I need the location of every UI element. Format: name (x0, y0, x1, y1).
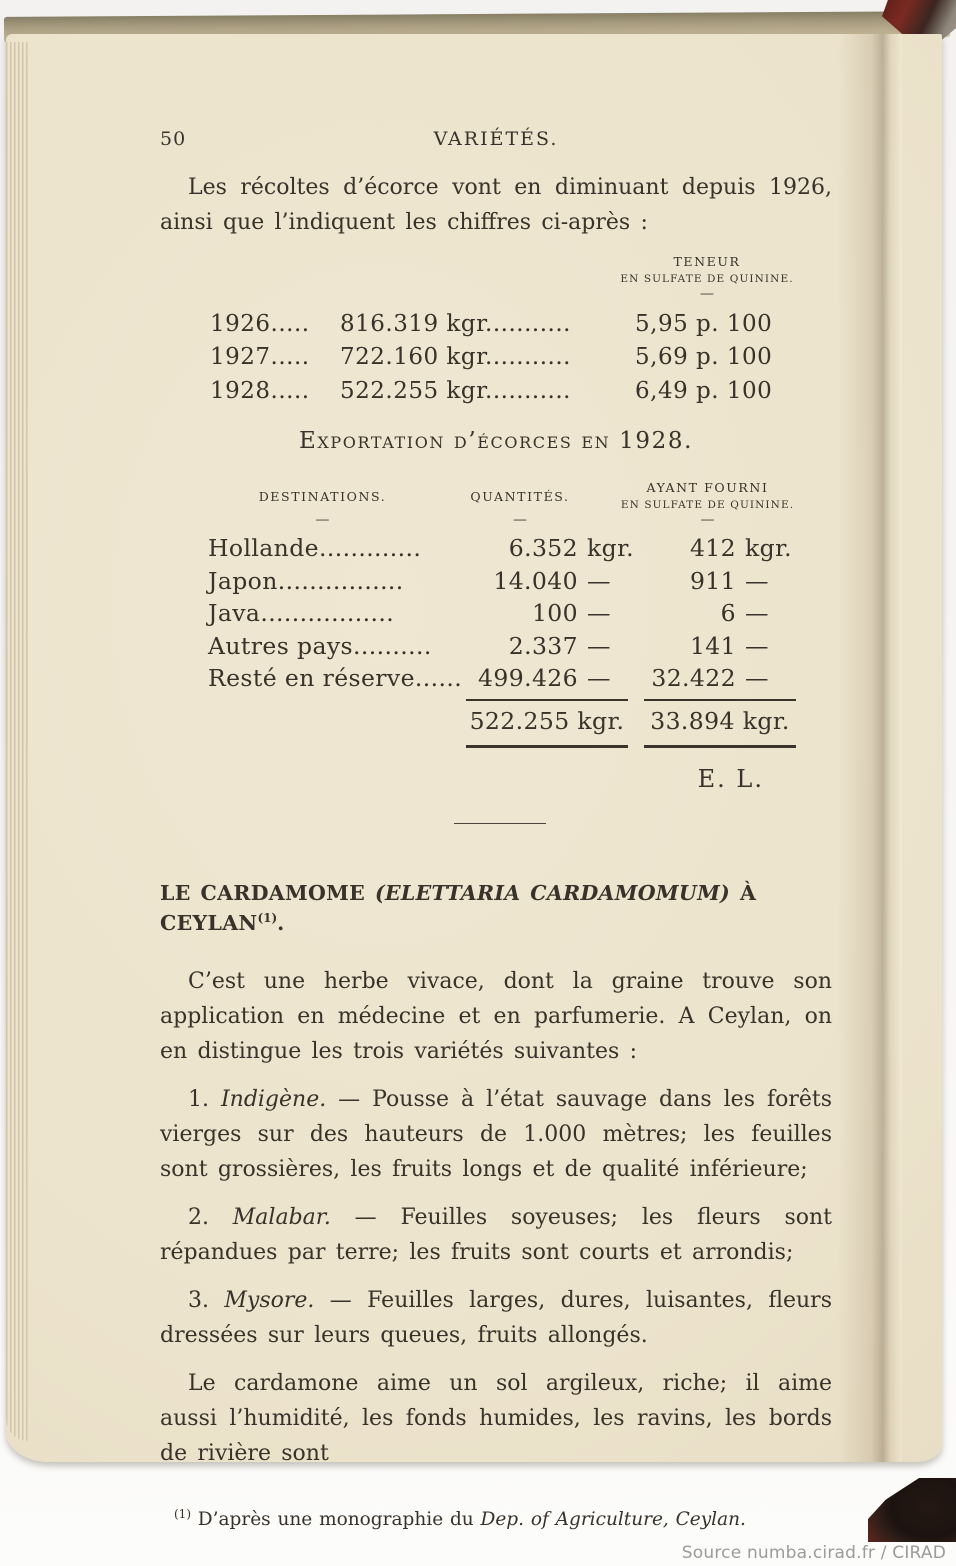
column-header-ayant-fourni (605, 479, 810, 526)
harvest-table-value-header (582, 252, 832, 300)
column-header-destinations (220, 479, 425, 529)
harvest-quantity: 816.319 kgr........... (340, 310, 571, 337)
source-watermark: Source numba.cirad.fr / CIRAD (681, 1543, 946, 1563)
article-title-period: . (277, 911, 285, 936)
harvest-quantity: 722.160 kgr........... (340, 344, 571, 371)
intro-paragraph: Les récoltes d’écorce vont en diminuant depuis 1926, ainsi que l’indiquent les chiffres ci-après : (160, 175, 832, 235)
variety-number: 1. (188, 1087, 221, 1113)
export-row (160, 662, 832, 695)
harvest-row (160, 308, 832, 342)
fourni-label-line2: EN SULFATE DE QUININE. (620, 498, 795, 511)
variety-name: Indigène. (220, 1087, 327, 1113)
masthead (160, 122, 832, 150)
destinations-label: DESTINATIONS. (258, 489, 387, 505)
page-number: 50 (160, 128, 187, 150)
variety-paragraph-indigene (160, 1082, 832, 1187)
header-dash: — (315, 512, 330, 529)
harvest-year: 1927..... (210, 344, 310, 371)
export-quantity-unit: — (587, 631, 611, 660)
article-title-tail: À CEYLAN (160, 881, 757, 936)
header-dash: — (700, 511, 715, 528)
export-fourni-unit: — (745, 631, 769, 660)
page-edge-stack (6, 42, 28, 1441)
harvest-year: 1926..... (210, 310, 310, 337)
footnote-source: Dep. of Agriculture, Ceylan. (480, 1509, 746, 1531)
export-quantity: 100 (531, 599, 578, 628)
export-destination: Resté en réserve...... (208, 664, 463, 693)
quantites-label: QUANTITÉS. (470, 489, 570, 505)
article-title (160, 878, 832, 938)
export-fourni-unit: — (745, 566, 769, 595)
article-title-latin-name: (ELETTARIA CARDAMOMUM) (374, 881, 731, 906)
section-separator-rule (454, 823, 546, 825)
export-quantity-unit: kgr. (587, 534, 635, 563)
harvest-row (160, 341, 832, 375)
export-quantity: 14.040 (493, 566, 578, 595)
footnote (174, 1501, 832, 1533)
export-quantity: 499.426 (478, 664, 578, 693)
variety-name: Mysore. (224, 1288, 315, 1314)
printed-page-content (160, 122, 832, 1533)
fourni-label-line1: AYANT FOURNI (646, 480, 769, 496)
export-fourni: 6 (720, 599, 736, 628)
export-quantity: 6.352 (508, 534, 578, 563)
author-initials: E. L. (697, 764, 764, 793)
export-fourni-unit: — (745, 664, 769, 693)
export-destination: Java................. (208, 599, 395, 628)
export-fourni: 412 (689, 534, 736, 563)
variety-description: — Feuilles larges, dures, luisantes, fleurs dressées sur leurs queues, fruits allongés. (160, 1288, 832, 1349)
export-row (160, 630, 832, 663)
teneur-header-line2: EN SULFATE DE QUININE. (620, 273, 794, 286)
column-header-quantites (440, 479, 600, 529)
footnote-ref: (1) (174, 1507, 191, 1522)
variety-number: 2. (188, 1205, 233, 1231)
harvest-quantity: 522.255 kgr........... (340, 377, 571, 404)
article-title-lead: LE CARDAMOME (160, 881, 375, 906)
export-quantity: 2.337 (508, 631, 578, 660)
export-fourni: 32.422 (651, 664, 736, 693)
harvest-teneur: 6,49 p. 100 (635, 377, 773, 404)
page-gutter-shadow (838, 34, 902, 1462)
variety-description: — Feuilles soyeuses; les fleurs sont répandues par terre; les fruits sont courts et arrondis; (160, 1205, 832, 1266)
harvest-teneur: 5,95 p. 100 (635, 310, 773, 337)
export-row (160, 532, 832, 565)
variety-name: Malabar. (232, 1205, 331, 1231)
harvest-row (160, 375, 832, 409)
variety-description: — Pousse à l’état sauvage dans les forêts vierges sur des hauteurs de 1.000 mètres; les feuilles sont grossières, les fruits longs et de qualité inférieure; (160, 1087, 832, 1183)
harvest-table (160, 308, 832, 409)
total-quantity: 522.255 kgr. (466, 699, 628, 748)
export-destination: Japon................ (208, 566, 404, 595)
variety-paragraph-malabar (160, 1200, 832, 1270)
export-totals-row (160, 699, 832, 748)
header-dash: — (700, 285, 714, 302)
export-section-title: Exportation d’écorces en 1928. (299, 428, 693, 455)
teneur-header-line1: TENEUR (673, 254, 741, 269)
export-fourni: 911 (689, 566, 736, 595)
export-quantity-unit: — (587, 664, 611, 693)
export-quantity-unit: — (587, 566, 611, 595)
running-header: VARIÉTÉS. (433, 128, 559, 150)
article-paragraph-intro: C’est une herbe vivace, dont la graine trouve son application en médecine et en parfumerie. A Ceylan, on en distingue les trois variétés suivantes : (160, 969, 832, 1065)
export-destination: Hollande............. (208, 534, 422, 563)
export-fourni-unit: — (745, 599, 769, 628)
harvest-year: 1928..... (210, 377, 310, 404)
article-paragraph-soil: Le cardamone aime un sol argileux, riche; il aime aussi l’humidité, les fonds humides, les ravins, les bords de rivière sont (160, 1371, 832, 1467)
variety-number: 3. (188, 1288, 225, 1314)
export-quantity-unit: — (587, 599, 611, 628)
book-cover-corner-bottom-right (868, 1478, 956, 1542)
export-fourni: 141 (689, 631, 736, 660)
header-dash: — (513, 512, 527, 529)
export-table (160, 532, 832, 695)
footnote-reference: (1) (257, 911, 278, 926)
variety-paragraph-mysore (160, 1283, 832, 1353)
harvest-teneur: 5,69 p. 100 (635, 344, 773, 371)
footnote-text: D’après une monographie du (191, 1509, 481, 1531)
export-row (160, 597, 832, 630)
export-destination: Autres pays.......... (208, 631, 432, 660)
export-table-header (160, 479, 832, 529)
export-fourni-unit: kgr. (745, 534, 793, 563)
export-row (160, 565, 832, 598)
total-fourni: 33.894 kgr. (644, 699, 796, 748)
